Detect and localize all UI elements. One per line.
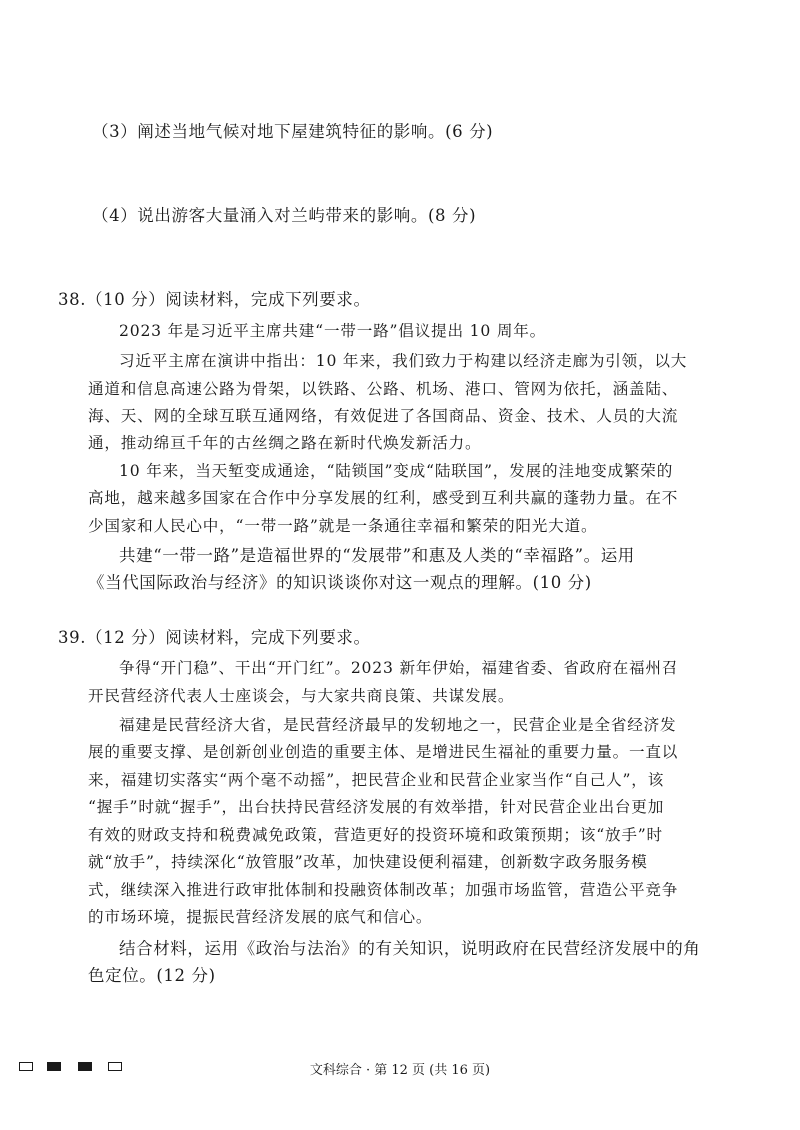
q39-material-line: 争得“开门稳”、干出“开门红”。2023 新年伊始，福建省委、省政府在福州召	[119, 659, 679, 677]
q39-material-line: 就“放手”，持续深化“放管服”改革，加快建设便利福建，创新数字政务服务模	[88, 853, 648, 871]
q38-material-line: 通道和信息高速公路为骨架，以铁路、公路、机场、港口、管网为依托，涵盖陆、	[88, 380, 679, 398]
q38-heading: 38.（10 分）阅读材料，完成下列要求。	[58, 290, 371, 309]
question-4: （4）说出游客大量涌入对兰屿带来的影响。(8 分)	[92, 206, 477, 225]
q38-material-line: 海、天、网的全球互联互通网络，有效促进了各国商品、资金、技术、人员的大流	[88, 407, 679, 425]
page-footer: 文科综合 · 第 12 页 (共 16 页)	[309, 1063, 491, 1078]
q39-task-line: 色定位。(12 分)	[88, 966, 216, 985]
q38-material-line: 习近平主席在演讲中指出：10 年来，我们致力于构建以经济走廊为引领，以大	[119, 352, 688, 370]
q38-material-line: 通，推动绵亘千年的古丝绸之路在新时代焕发新活力。	[88, 434, 482, 452]
q38-task-line: 共建“一带一路”是造福世界的“发展带”和惠及人类的“幸福路”。运用	[119, 546, 635, 565]
q39-heading: 39.（12 分）阅读材料，完成下列要求。	[58, 628, 371, 647]
q39-material-line: 有效的财政支持和税费减免政策，营造更好的投资环境和政策预期；该“放手”时	[88, 826, 663, 844]
q39-material-line: 来，福建切实落实“两个毫不动摇”，把民营企业和民营企业家当作“自己人”，该	[88, 771, 665, 789]
question-3: （3）阐述当地气候对地下屋建筑特征的影响。(6 分)	[92, 122, 494, 141]
q38-material-line: 2023 年是习近平主席共建“一带一路”倡议提出 10 周年。	[119, 322, 547, 340]
q39-material-line: 的市场环境，提振民营经济发展的底气和信心。	[88, 908, 433, 926]
q38-material-line: 少国家和人民心中，“一带一路”就是一条通往幸福和繁荣的阳光大道。	[88, 517, 598, 535]
q39-material-line: 福建是民营经济大省，是民营经济最早的发轫地之一，民营企业是全省经济发	[119, 716, 677, 734]
q39-material-line: 展的重要支撑、是创新创业创造的重要主体、是增进民生福祉的重要力量。一直以	[88, 743, 679, 761]
q39-material-line: 式，继续深入推进行政审批体制和投融资体制改革；加强市场监管，营造公平竞争	[88, 881, 679, 899]
q38-task-line: 《当代国际政治与经济》的知识谈谈你对这一观点的理解。(10 分)	[88, 573, 592, 592]
q39-material-line: 开民营经济代表人士座谈会，与大家共商良策、共谋发展。	[88, 687, 515, 705]
q38-material-line: 10 年来，当天堑变成通途，“陆锁国”变成“陆联国”，发展的洼地变成繁荣的	[119, 462, 674, 480]
q39-task-line: 结合材料，运用《政治与法治》的有关知识，说明政府在民营经济发展中的角	[119, 939, 701, 958]
q38-material-line: 高地，越来越多国家在合作中分享发展的红利，感受到互利共赢的蓬勃力量。在不	[88, 489, 679, 507]
q39-material-line: “握手”时就“握手”，出台扶持民营经济发展的有效举措，针对民营企业出台更加	[88, 798, 665, 816]
